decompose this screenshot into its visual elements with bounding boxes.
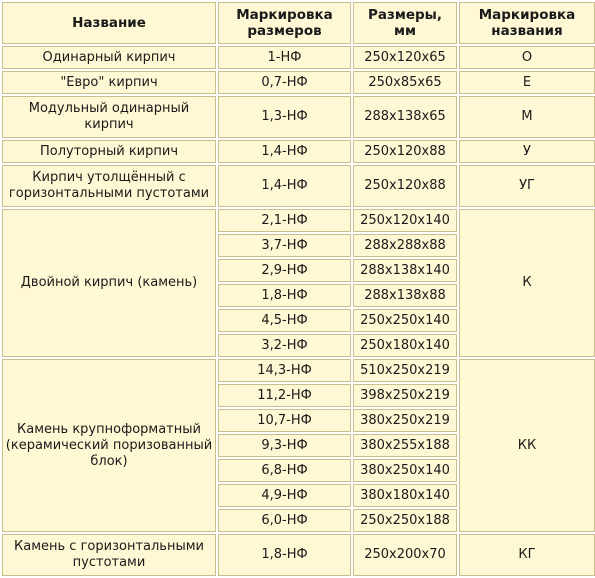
row-dims: 250x120x88 [353, 165, 457, 207]
row-dims: 250x120x140 [353, 209, 457, 232]
header-row [2, 2, 595, 44]
row-dims: 250x180x140 [353, 334, 457, 357]
row-dims: 250x250x188 [353, 509, 457, 532]
row-mark: 10,7-НФ [218, 409, 351, 432]
row-mark: 1,4-НФ [218, 165, 351, 207]
header-name-mark: Маркировка названия [459, 2, 595, 44]
row-dims: 250x250x140 [353, 309, 457, 332]
table-row [2, 46, 595, 69]
row-dims: 288x138x65 [353, 96, 457, 138]
header-size-mark: Маркировка размеров [218, 2, 351, 44]
row-mark: 3,2-НФ [218, 334, 351, 357]
header-name: Название [2, 2, 216, 44]
row-dims: 380x255x188 [353, 434, 457, 457]
row-mark: 2,1-НФ [218, 209, 351, 232]
row-code: О [459, 46, 595, 69]
table-row [2, 71, 595, 94]
row-name: Камень с горизонтальными пустотами [2, 534, 216, 576]
row-dims: 380x180x140 [353, 484, 457, 507]
row-name: "Евро" кирпич [2, 71, 216, 94]
row-dims: 380x250x140 [353, 459, 457, 482]
row-dims: 250x200x70 [353, 534, 457, 576]
row-name: Полуторный кирпич [2, 140, 216, 163]
row-mark: 1,4-НФ [218, 140, 351, 163]
table-row [2, 209, 595, 232]
row-dims: 288x288x88 [353, 234, 457, 257]
table-row [2, 140, 595, 163]
row-name: Кирпич утолщённый с горизонтальными пустотами [2, 165, 216, 207]
row-code: УГ [459, 165, 595, 207]
row-code: У [459, 140, 595, 163]
row-mark: 1,8-НФ [218, 534, 351, 576]
row-mark: 4,9-НФ [218, 484, 351, 507]
row-dims: 288x138x140 [353, 259, 457, 282]
row-dims: 510x250x219 [353, 359, 457, 382]
row-code: КГ [459, 534, 595, 576]
row-mark: 9,3-НФ [218, 434, 351, 457]
group-name-double: Двойной кирпич (камень) [2, 209, 216, 357]
row-code: М [459, 96, 595, 138]
row-dims: 380x250x219 [353, 409, 457, 432]
group-code-large: КК [459, 359, 595, 532]
row-name: Одинарный кирпич [2, 46, 216, 69]
row-dims: 398x250x219 [353, 384, 457, 407]
row-dims: 250x120x88 [353, 140, 457, 163]
row-dims: 250x120x65 [353, 46, 457, 69]
row-mark: 4,5-НФ [218, 309, 351, 332]
row-mark: 1,8-НФ [218, 284, 351, 307]
row-mark: 6,0-НФ [218, 509, 351, 532]
row-mark: 1,3-НФ [218, 96, 351, 138]
table-row [2, 165, 595, 207]
row-mark: 3,7-НФ [218, 234, 351, 257]
row-dims: 250x85x65 [353, 71, 457, 94]
row-dims: 288x138x88 [353, 284, 457, 307]
group-code-double: К [459, 209, 595, 357]
table-row [2, 534, 595, 576]
row-code: Е [459, 71, 595, 94]
row-mark: 11,2-НФ [218, 384, 351, 407]
row-mark: 1-НФ [218, 46, 351, 69]
table-row [2, 96, 595, 138]
group-name-large: Камень крупноформатный (керамический поризованный блок) [2, 359, 216, 532]
row-name: Модульный одинарный кирпич [2, 96, 216, 138]
row-mark: 2,9-НФ [218, 259, 351, 282]
table-row [2, 359, 595, 382]
header-dims: Размеры, мм [353, 2, 457, 44]
row-mark: 6,8-НФ [218, 459, 351, 482]
row-mark: 14,3-НФ [218, 359, 351, 382]
row-mark: 0,7-НФ [218, 71, 351, 94]
